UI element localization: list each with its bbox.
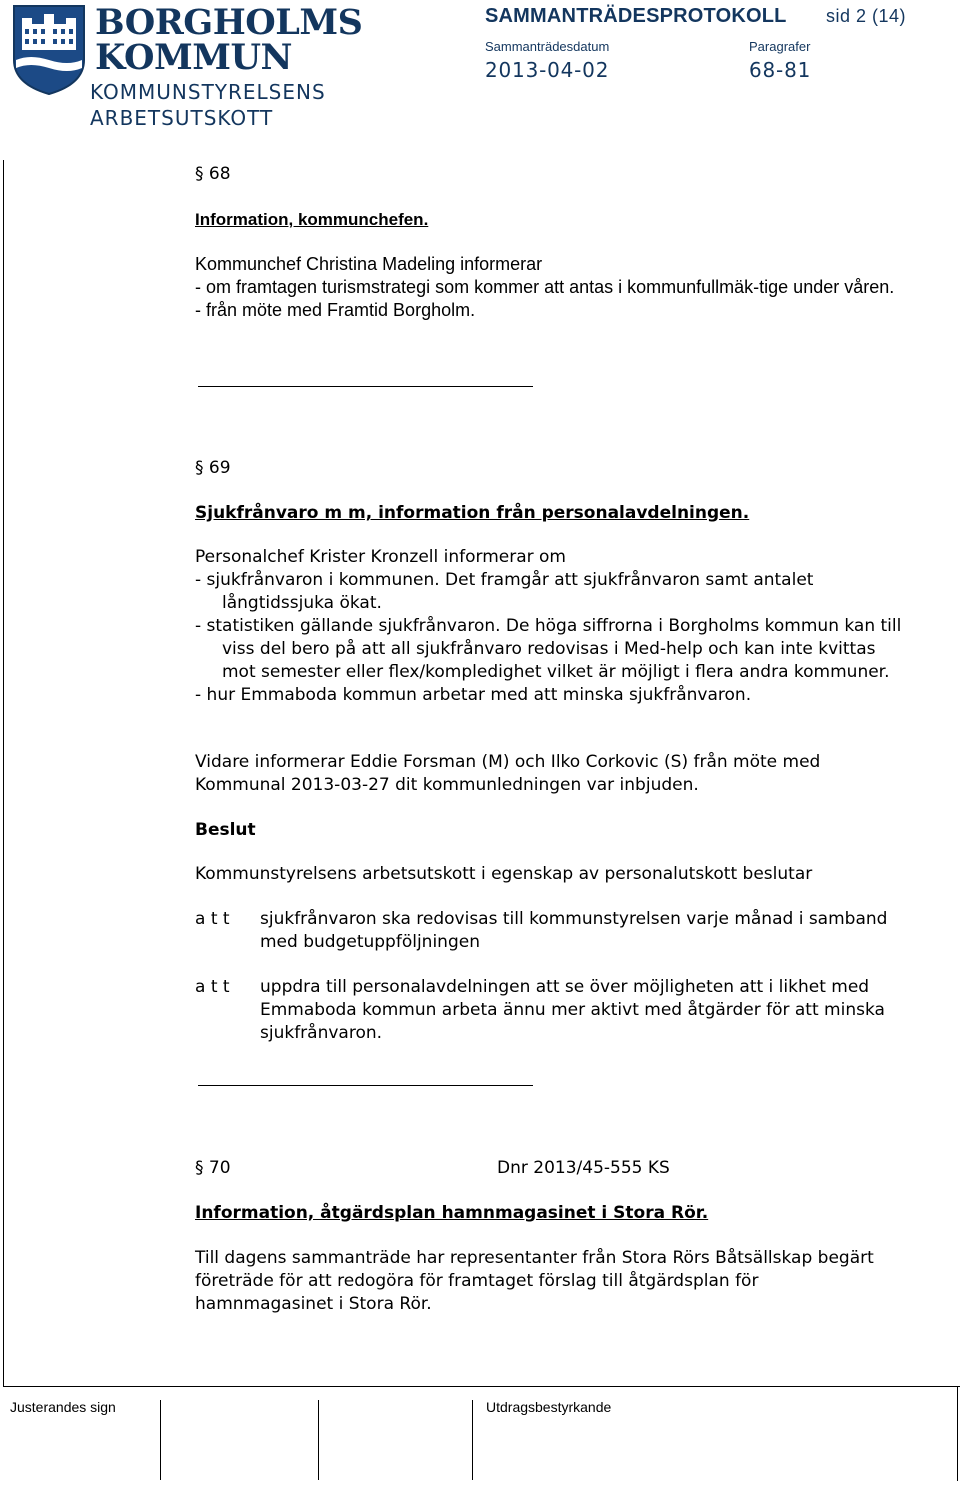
section-68-intro: Kommunchef Christina Madeling informerar <box>195 254 543 274</box>
org-name-line1: BORGHOLMS <box>95 2 363 43</box>
meeting-date-value: 2013-04-02 <box>485 58 610 82</box>
section-69-item: - hur Emmaboda kommun arbetar med att minska sjukfrånvaron. <box>195 685 752 705</box>
section-70-text: Till dagens sammanträde har representanter från Stora Rörs Båtsällskap begärt företräde för att redogöra för framtaget förslag till åtgärdsplan för hamnmagasinet i Stora Rör. <box>195 1248 874 1314</box>
section-70-number: § 70 <box>195 1158 231 1178</box>
board-name-line2: ARBETSUTSKOTT <box>90 106 274 130</box>
paragraphs-label: Paragrafer <box>749 39 811 54</box>
section-divider <box>198 1085 533 1086</box>
att-label: a t t <box>195 909 230 929</box>
section-divider <box>198 386 533 387</box>
left-margin-line <box>3 160 4 1386</box>
section-68-item: - om framtagen turismstrategi som kommer att antas i kommunfullmäk-tige under våren. <box>195 277 895 297</box>
signature-box-divider <box>472 1400 473 1480</box>
section-69-further-info: Vidare informerar Eddie Forsman (M) och Ilko Corkovic (S) från möte med Kommunal 2013-03-27 dit kommunledningen var inbjuden. <box>195 752 821 795</box>
section-69-item: - statistiken gällande sjukfrånvaron. De höga siffrorna i Borgholms kommun kan till viss del bero på att all sjukfrånvaro redovisas i Med-help och kan inte kvittas mot semester eller flex/kompledighet vilket är möjligt i flera andra kommuner. <box>195 616 902 682</box>
decision-heading: Beslut <box>195 820 256 840</box>
section-70-title: Information, åtgärdsplan hamnmagasinet i Stora Rör. <box>195 1203 709 1223</box>
org-name-line2: KOMMUN <box>95 37 292 78</box>
section-69-body <box>195 546 905 707</box>
att-label: a t t <box>195 977 230 997</box>
section-68-title: Information, kommunchefen. <box>195 210 429 229</box>
section-69-number: § 69 <box>195 458 231 478</box>
decision-item: sjukfrånvaron ska redovisas till kommunstyrelsen varje månad i samband med budgetuppföljningen <box>260 909 888 952</box>
decision-item: uppdra till personalavdelningen att se över möjligheten att i likhet med Emmaboda kommun arbeta ännu mer aktivt med åtgärder för att minska sjukfrånvaron. <box>260 977 885 1043</box>
protocol-title: SAMMANTRÄDESPROTOKOLL <box>485 5 787 27</box>
section-69-intro: Personalchef Krister Kronzell informerar om <box>195 547 566 567</box>
signature-box-divider <box>318 1400 319 1480</box>
decision-intro: Kommunstyrelsens arbetsutskott i egenskap av personalutskott beslutar <box>195 864 813 884</box>
board-name-line1: KOMMUNSTYRELSENS <box>90 80 326 104</box>
right-frame-line <box>957 1386 958 1481</box>
municipality-coat-of-arms-icon <box>10 4 88 96</box>
section-68-number: § 68 <box>195 164 231 184</box>
section-70-dnr: Dnr 2013/45-555 KS <box>497 1158 670 1178</box>
section-68-body <box>195 253 915 322</box>
utdragsbestyrkande-label: Utdragsbestyrkande <box>486 1399 612 1415</box>
section-69-item: - sjukfrånvaron i kommunen. Det framgår att sjukfrånvaron samt antalet långtidssjuka ökat. <box>195 570 814 613</box>
page-number: sid 2 (14) <box>826 6 907 26</box>
section-68-item: - från möte med Framtid Borgholm. <box>195 300 476 320</box>
section-69-title: Sjukfrånvaro m m, information från personalavdelningen. <box>195 503 750 523</box>
paragraphs-value: 68-81 <box>749 58 812 82</box>
footer-divider <box>3 1386 960 1387</box>
meeting-date-label: Sammanträdesdatum <box>485 39 610 54</box>
signature-box-divider <box>160 1400 161 1480</box>
justerandes-sign-label: Justerandes sign <box>10 1399 116 1415</box>
